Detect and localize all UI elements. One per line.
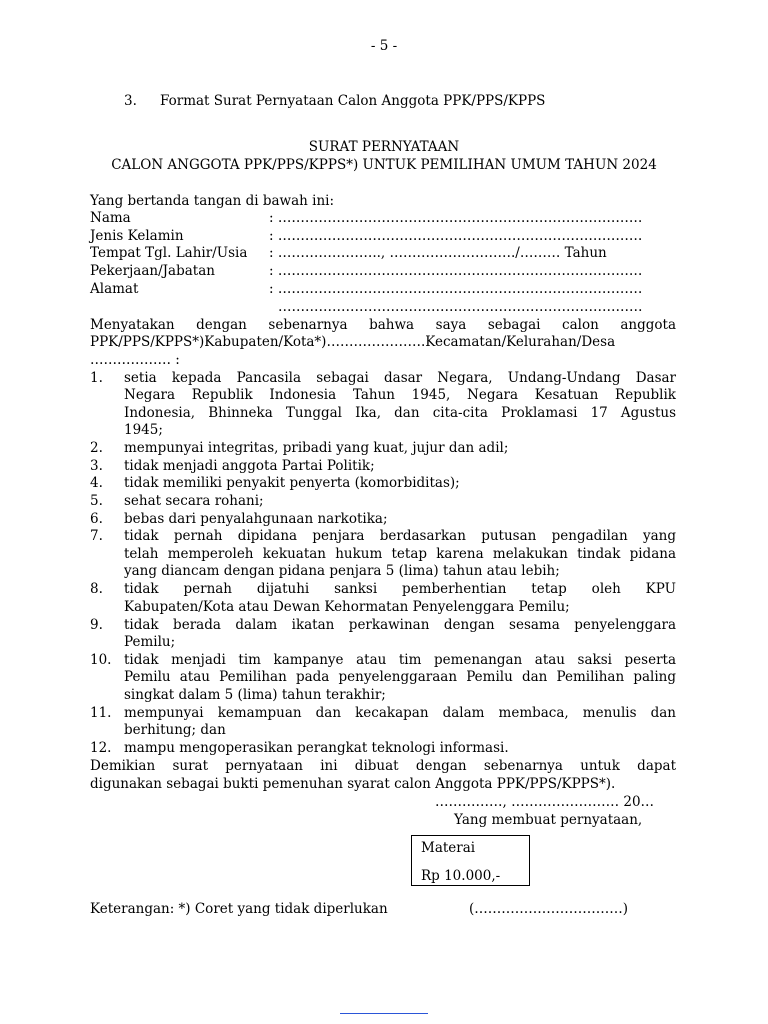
list-item-line: bebas dari penyalahgunaan narkotika; [124, 511, 388, 527]
list-item-line: tidak memiliki penyakit penyerta (komorbiditas); [124, 475, 460, 491]
list-item-number: 2. [90, 440, 103, 456]
field-value-pekerjaan: : ……………………………………………………………………… [269, 263, 643, 279]
field-label-jenis-kelamin: Jenis Kelamin [90, 228, 184, 244]
list-item-line: mampu mengoperasikan perangkat teknologi informasi. [124, 740, 509, 756]
closing-line-2: digunakan sebagai bukti pemenuhan syarat calon Anggota PPK/PPS/KPPS*). [90, 776, 616, 792]
intro-text: Yang bertanda tangan di bawah ini: [90, 193, 335, 209]
list-item-line: Kabupaten/Kota atau Dewan Kehormatan Penyelenggara Pemilu; [124, 599, 570, 615]
list-item-line: singkat dalam 5 (lima) tahun terakhir; [124, 687, 386, 703]
field-label-nama: Nama [90, 210, 131, 226]
note-text: Keterangan: *) Coret yang tidak diperlukan [90, 901, 388, 917]
list-item-line: mempunyai integritas, pribadi yang kuat, jujur dan adil; [124, 440, 509, 456]
list-item-line: tidak menjadi tim kampanye atau tim pemenangan atau saksi peserta [124, 652, 676, 668]
list-item-line: Pemilu atau Pemilihan pada penyelenggaraan Pemilu dan Pemilihan paling [124, 669, 676, 685]
closing-line-1: Demikian surat pernyataan ini dibuat dengan sebenarnya untuk dapat [90, 758, 676, 774]
field-value-alamat-line2: ……………………………………………………………………… [278, 299, 643, 315]
list-item-line: 1945; [124, 422, 163, 438]
signature-line: (……………………………) [469, 901, 629, 917]
field-value-alamat: : ……………………………………………………………………… [269, 281, 643, 297]
list-item-line: mempunyai kemampuan dan kecakapan dalam membaca, menulis dan [124, 705, 676, 721]
list-item-number: 12. [90, 740, 112, 756]
list-item-line: Pemilu; [124, 634, 176, 650]
field-value-nama: : ……………………………………………………………………… [269, 210, 643, 226]
materai-label: Materai [421, 840, 476, 856]
list-item-number: 8. [90, 581, 103, 597]
field-value-jenis-kelamin: : ……………………………………………………………………… [269, 228, 643, 244]
list-item-number: 9. [90, 617, 103, 633]
list-item-line: Indonesia, Bhinneka Tunggal Ika, dan cita-cita Proklamasi 17 Agustus [124, 405, 676, 421]
list-item-line: setia kepada Pancasila sebagai dasar Negara, Undang-Undang Dasar [124, 370, 676, 386]
document-title: SURAT PERNYATAAN [308, 139, 460, 155]
materai-stamp-box [411, 835, 530, 886]
section-title: Format Surat Pernyataan Calon Anggota PPK/PPS/KPPS [160, 93, 546, 109]
list-item-line: Negara Republik Indonesia Tahun 1945, Negara Kesatuan Republik [124, 387, 676, 403]
list-item-line: tidak menjadi anggota Partai Politik; [124, 458, 375, 474]
list-item-line: telah memperoleh kekuatan hukum tetap karena melakukan tindak pidana [124, 546, 676, 562]
field-label-pekerjaan: Pekerjaan/Jabatan [90, 263, 215, 279]
list-item-number: 7. [90, 528, 103, 544]
section-number: 3. [124, 93, 137, 109]
date-line: ……………, …………………… 20… [435, 794, 655, 810]
field-label-tempat-tgl-lahir: Tempat Tgl. Lahir/Usia [90, 245, 248, 261]
list-item-line: tidak berada dalam ikatan perkawinan dengan sesama penyelenggara [124, 617, 676, 633]
list-item-line: sehat secara rohani; [124, 493, 264, 509]
signer-label: Yang membuat pernyataan, [454, 812, 643, 828]
list-item-line: berhitung; dan [124, 722, 226, 738]
list-item-number: 6. [90, 511, 103, 527]
statement-line-2: PPK/PPS/KPPS*)Kabupaten/Kota*)………………….Kecamatan/Kelurahan/Desa [90, 334, 616, 350]
list-item-line: tidak pernah dipidana penjara berdasarkan putusan pengadilan yang [124, 528, 676, 544]
list-item-number: 3. [90, 458, 103, 474]
list-item-line: yang diancam dengan pidana penjara 5 (lima) tahun atau lebih; [124, 563, 560, 579]
list-item-number: 1. [90, 370, 103, 386]
section-heading [124, 93, 545, 109]
page-number: - 5 - [370, 38, 398, 54]
list-item-line: tidak pernah dijatuhi sanksi pemberhentian tetap oleh KPU [124, 581, 676, 597]
field-value-tempat-tgl-lahir: : ………………….., ………………………./……… Tahun [269, 245, 607, 261]
statement-line-3: ……………… : [90, 352, 180, 368]
list-item-number: 10. [90, 652, 112, 668]
field-label-alamat: Alamat [90, 281, 139, 297]
document-subtitle: CALON ANGGOTA PPK/PPS/KPPS*) UNTUK PEMILIHAN UMUM TAHUN 2024 [111, 157, 657, 173]
footer-link-underline[interactable] [340, 1013, 428, 1014]
list-item-number: 11. [90, 705, 112, 721]
statement-line-1: Menyatakan dengan sebenarnya bahwa saya sebagai calon anggota [90, 317, 676, 333]
materai-amount: Rp 10.000,- [421, 868, 501, 884]
list-item-number: 4. [90, 475, 103, 491]
list-item-number: 5. [90, 493, 103, 509]
